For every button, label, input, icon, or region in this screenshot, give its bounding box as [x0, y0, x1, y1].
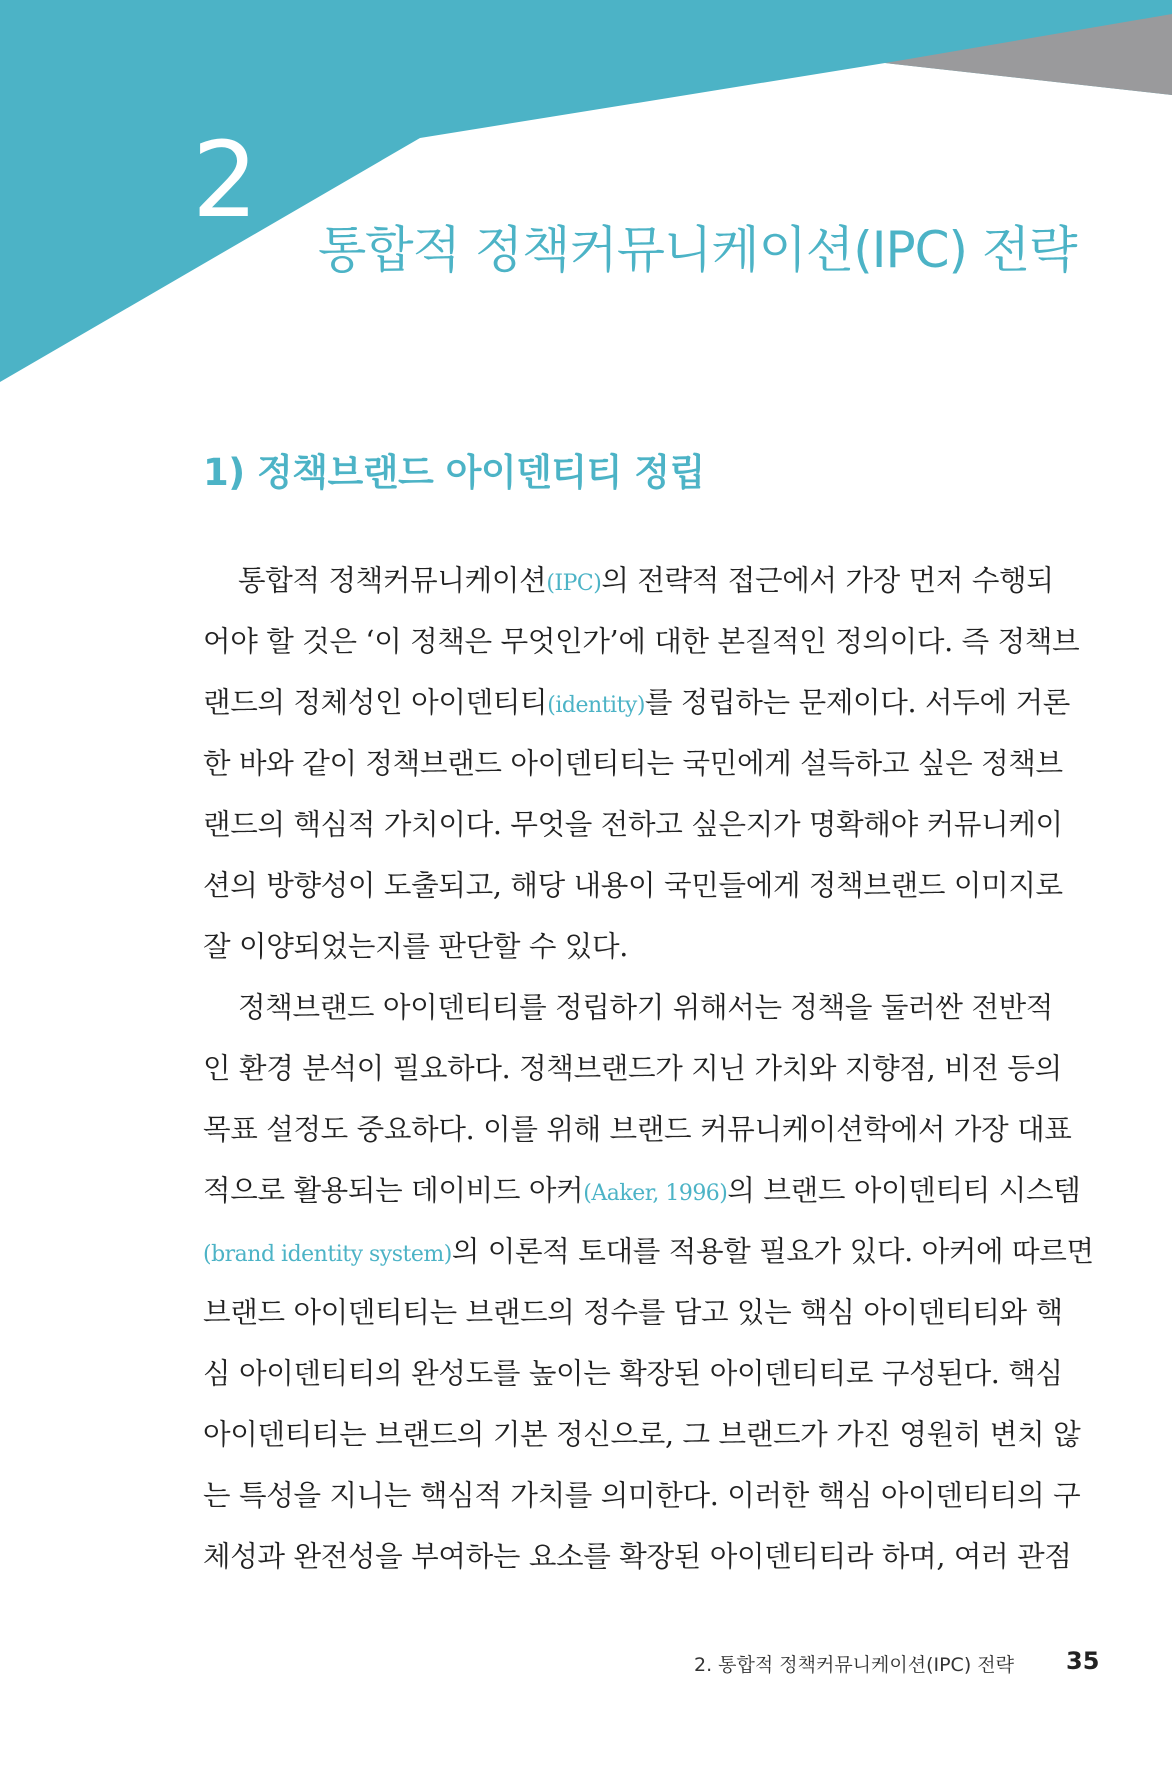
citation: (IPC) [546, 571, 602, 596]
text-line: 잘 이양되었는지를 판단할 수 있다. [203, 930, 629, 963]
text-line: 목표 설정도 중요하다. 이를 위해 브랜드 커뮤니케이션학에서 가장 대표 [203, 1113, 1072, 1146]
text-line: 는 특성을 지니는 핵심적 가치를 의미한다. 이러한 핵심 아이덴티티의 구 [203, 1479, 1081, 1512]
text-line: 한 바와 같이 정책브랜드 아이덴티티는 국민에게 설득하고 싶은 정책브 [203, 747, 1063, 780]
text-line: 브랜드 아이덴티티는 브랜드의 정수를 담고 있는 핵심 아이덴티티와 핵 [203, 1296, 1063, 1329]
page-number: 35 [1066, 1647, 1100, 1675]
text-line: 심 아이덴티티의 완성도를 높이는 확장된 아이덴티티로 구성된다. 핵심 [203, 1357, 1063, 1390]
text-line: 통합적 정책커뮤니케이션(IPC)의 전략적 접근에서 가장 먼저 수행되 [238, 564, 1054, 597]
citation: (brand identity system) [203, 1242, 452, 1267]
text-line: 랜드의 핵심적 가치이다. 무엇을 전하고 싶은지가 명확해야 커뮤니케이 [203, 808, 1063, 841]
section-title: 1) 정책브랜드 아이덴티티 정립 [203, 451, 705, 494]
text-line: 어야 할 것은 ‘이 정책은 무엇인가’에 대한 본질적인 정의이다. 즉 정책브 [203, 625, 1080, 658]
text-line: 션의 방향성이 도출되고, 해당 내용이 국민들에게 정책브랜드 이미지로 [203, 869, 1063, 902]
text-line: 체성과 완전성을 부여하는 요소를 확장된 아이덴티티라 하며, 여러 관점 [203, 1540, 1072, 1573]
chapter-title: 통합적 정책커뮤니케이션(IPC) 전략 [318, 221, 1077, 279]
citation: (identity) [547, 693, 645, 718]
text-line: 랜드의 정체성인 아이덴티티(identity)를 정립하는 문제이다. 서두에 거론 [203, 686, 1070, 719]
text-line: 인 환경 분석이 필요하다. 정책브랜드가 지닌 가치와 지향점, 비전 등의 [203, 1052, 1062, 1085]
citation: (Aaker, 1996) [583, 1181, 728, 1206]
text-line: 정책브랜드 아이덴티티를 정립하기 위해서는 정책을 둘러싼 전반적 [238, 991, 1054, 1024]
text-line: (brand identity system)의 이론적 토대를 적용할 필요가 있다. 아커에 따르면 [203, 1235, 1094, 1268]
chapter-number: 2 [192, 119, 259, 241]
text-line: 아이덴티티는 브랜드의 기본 정신으로, 그 브랜드가 가진 영원히 변치 않 [203, 1418, 1081, 1451]
chapter-banner [0, 0, 1172, 400]
body-text [203, 555, 1094, 1592]
text-line: 적으로 활용되는 데이비드 아커(Aaker, 1996)의 브랜드 아이덴티티 시스템 [203, 1174, 1081, 1207]
running-footer-title: 2. 통합적 정책커뮤니케이션(IPC) 전략 [693, 1654, 1014, 1676]
